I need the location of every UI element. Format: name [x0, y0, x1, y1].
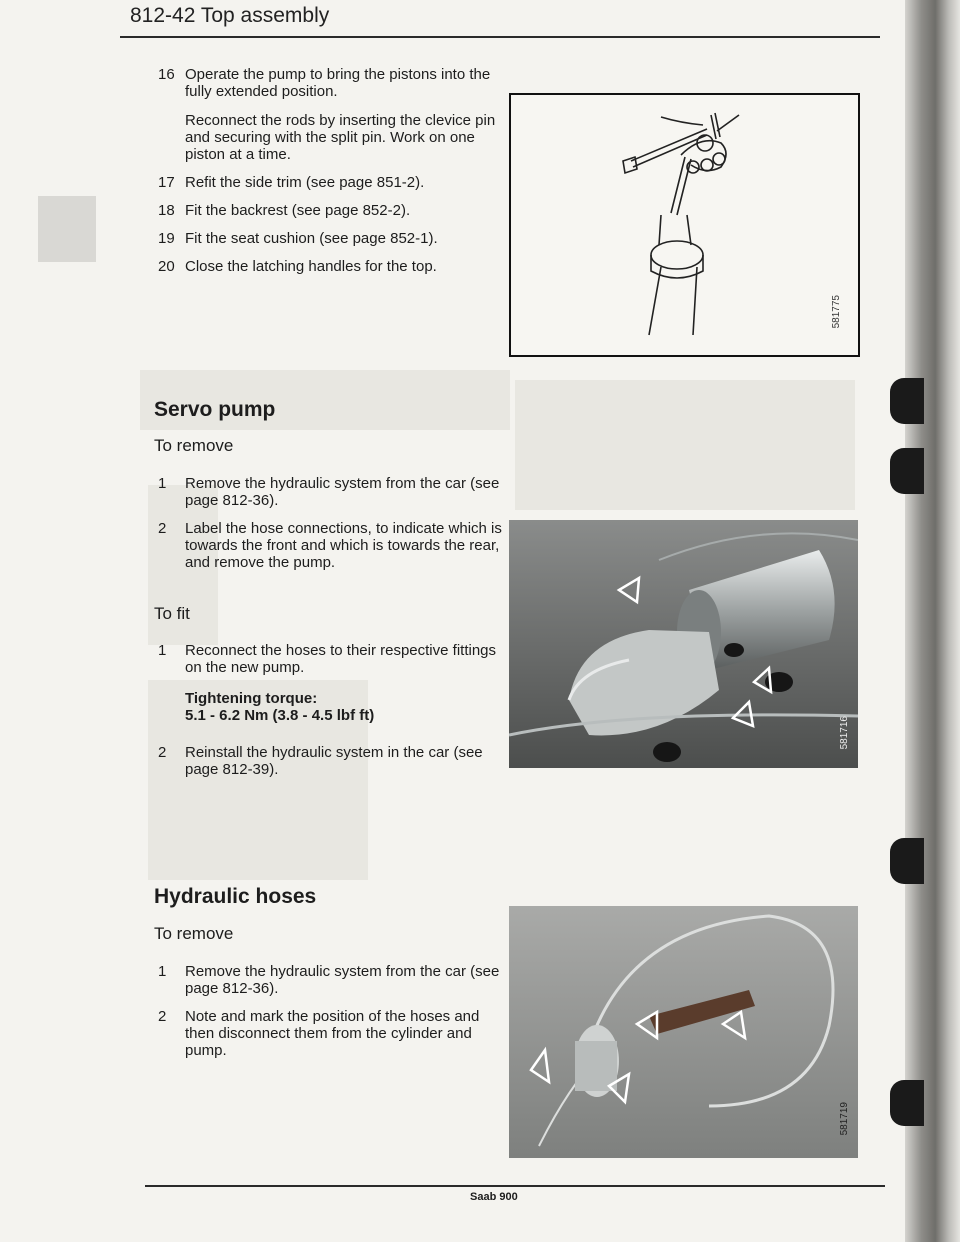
binding-tab — [890, 1080, 924, 1126]
subheading-to-remove: To remove — [154, 924, 234, 943]
step-text: Operate the pump to bring the pistons into the fully extended position. — [185, 66, 491, 100]
step-number: 2 — [158, 520, 167, 537]
figure-hydraulic-hoses-photo — [509, 906, 858, 1158]
step-item — [158, 112, 503, 164]
figure-code: 581719 — [839, 1102, 850, 1136]
show-through — [515, 380, 855, 510]
figure-code: 581775 — [831, 295, 842, 329]
step-item — [158, 744, 503, 780]
torque-value: 5.1 - 6.2 Nm (3.8 - 4.5 lbf ft) — [185, 707, 375, 724]
step-item — [158, 230, 503, 250]
step-number: 2 — [158, 1008, 167, 1025]
hydraulic-hoses-photo — [509, 906, 858, 1158]
step-text: Remove the hydraulic system from the car (see page 812-36). — [185, 475, 500, 509]
scan-artifact — [38, 196, 96, 262]
step-item — [158, 174, 503, 194]
step-text: Reconnect the rods by inserting the clevice pin and securing with the split pin. Work on one piston at a time. — [185, 112, 496, 163]
figure-code: 581716 — [839, 716, 850, 750]
section-heading-hydraulic-hoses: Hydraulic hoses — [154, 885, 317, 908]
page-header-title: 812-42 Top assembly — [130, 4, 330, 27]
footer-label: Saab 900 — [470, 1191, 518, 1203]
step-text: Fit the seat cushion (see page 852-1). — [185, 230, 438, 247]
step-number: 20 — [158, 258, 175, 275]
step-number: 2 — [158, 744, 167, 761]
binding-tab — [890, 838, 924, 884]
servo-pump-photo — [509, 520, 858, 768]
binding-tab — [890, 378, 924, 424]
step-text: Note and mark the position of the hoses and then disconnect them from the cylinder and pump. — [185, 1008, 480, 1059]
step-text: Reconnect the hoses to their respective fittings on the new pump. — [185, 642, 497, 676]
step-item — [158, 1008, 503, 1062]
step-number: 1 — [158, 475, 167, 492]
step-number: 18 — [158, 202, 175, 219]
section-heading-servo-pump: Servo pump — [154, 398, 276, 421]
cylinder-drawing — [511, 95, 858, 355]
step-number: 1 — [158, 642, 167, 659]
figure-cylinder-drawing — [509, 93, 860, 357]
step-text: Refit the side trim (see page 851-2). — [185, 174, 425, 191]
subheading-to-fit: To fit — [154, 604, 190, 623]
step-item — [158, 202, 503, 222]
step-text: Fit the backrest (see page 852-2). — [185, 202, 411, 219]
step-number: 16 — [158, 66, 175, 83]
step-text: Remove the hydraulic system from the car (see page 812-36). — [185, 963, 500, 997]
step-item — [158, 66, 503, 102]
step-text: Reinstall the hydraulic system in the car (see page 812-39). — [185, 744, 483, 778]
figure-servo-pump-photo — [509, 520, 858, 768]
binding-tab — [890, 448, 924, 494]
step-item — [158, 963, 503, 999]
step-number: 19 — [158, 230, 175, 247]
step-item — [158, 475, 503, 511]
page-binding-edge — [905, 0, 960, 1242]
subheading-to-remove: To remove — [154, 436, 234, 455]
step-item — [158, 642, 503, 678]
step-number: 1 — [158, 963, 167, 980]
torque-label: Tightening torque: — [185, 690, 318, 707]
step-item — [158, 520, 503, 574]
step-text: Label the hose connections, to indicate which is towards the front and which is towards the rear, and remove the pump. — [185, 520, 502, 571]
step-number: 17 — [158, 174, 175, 191]
footer-divider — [145, 1185, 885, 1187]
header-divider — [120, 36, 880, 38]
step-text: Close the latching handles for the top. — [185, 258, 437, 275]
step-item — [158, 258, 503, 278]
